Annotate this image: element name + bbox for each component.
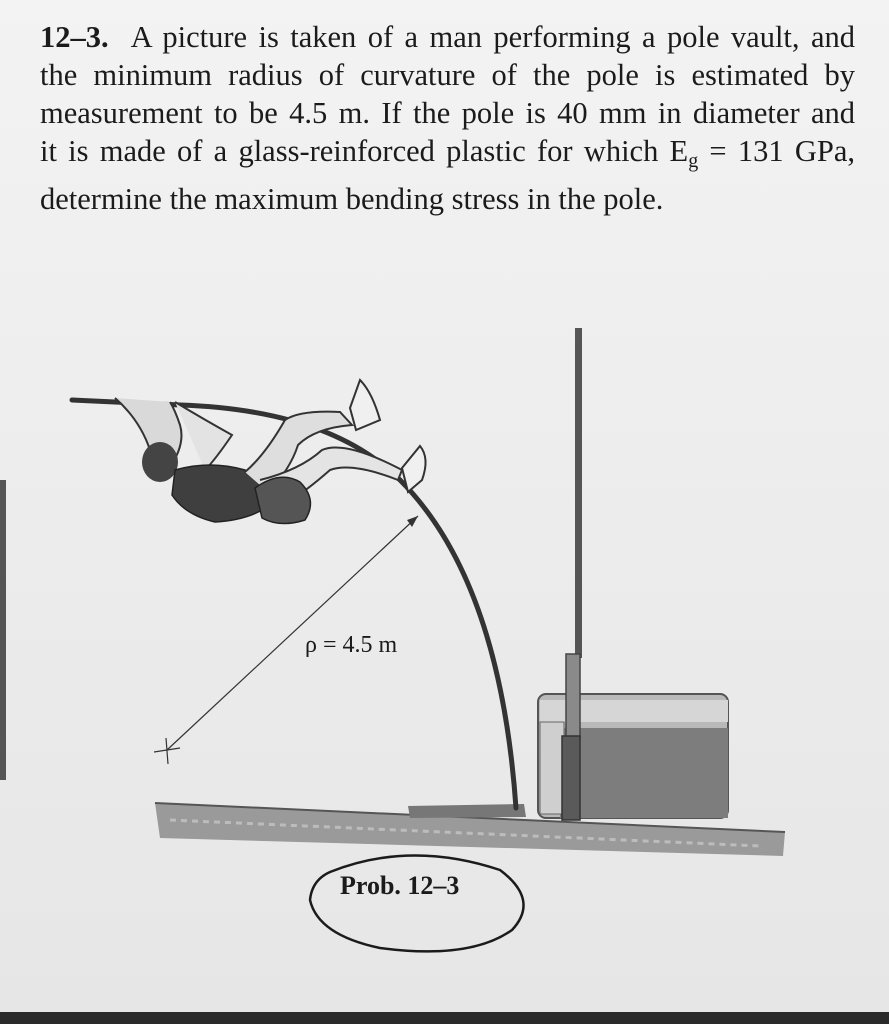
- problem-number: 12–3.: [40, 20, 109, 54]
- upright-standard: [562, 328, 582, 820]
- figure-caption: Prob. 12–3: [340, 871, 460, 900]
- modulus-subscript: g: [688, 150, 699, 172]
- problem-line-2: the minimum radius of curvature of the pole is estimated by: [40, 58, 855, 92]
- page-bottom-edge: [0, 1012, 889, 1024]
- radius-label: ρ = 4.5 m: [305, 632, 398, 658]
- bent-pole: [72, 400, 516, 808]
- vaulter: [115, 380, 426, 524]
- problem-line-5: determine the maximum bending stress in the pole.: [40, 182, 664, 216]
- problem-line-1: 12–3. A picture is taken of a man performing a pole vault, and: [40, 20, 855, 54]
- caption-circle: [310, 855, 524, 951]
- problem-line-3: measurement to be 4.5 m. If the pole is 40 mm in diameter and: [40, 96, 855, 130]
- problem-line-4: it is made of a glass-reinforced plastic for which $E_g = 131$ GPa,: [40, 134, 856, 172]
- plant-box: [408, 804, 526, 818]
